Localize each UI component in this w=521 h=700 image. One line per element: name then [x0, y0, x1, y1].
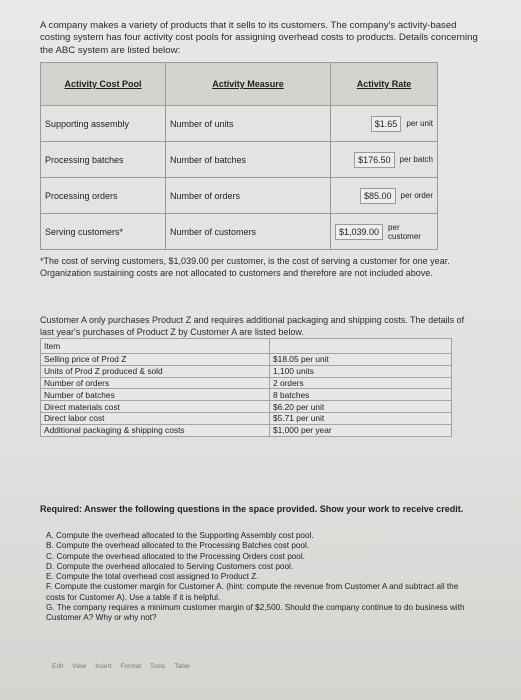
item-value: 8 batches [270, 389, 452, 401]
abc-cost-pool-table [40, 62, 438, 250]
rate-amount: $85.00 [360, 188, 396, 204]
measure-cell: Number of orders [166, 178, 331, 214]
item-value: $18.05 per unit [270, 354, 452, 366]
menu-tools[interactable]: Tools [150, 663, 166, 670]
item-value: $5.71 per unit [270, 412, 452, 424]
item-value: 2 orders [270, 377, 452, 389]
question-item: D. Compute the overhead allocated to Serving Customers cost pool. [46, 561, 294, 571]
rate-amount: $176.50 [354, 152, 395, 168]
cost-pool-cell: Processing batches [41, 142, 166, 178]
table-row [41, 389, 452, 401]
rate-unit: per customer [388, 222, 421, 241]
question-list [46, 531, 476, 624]
table-row [41, 142, 438, 178]
item-value: $6.20 per unit [270, 401, 452, 413]
table-row [41, 106, 438, 142]
menu-view[interactable]: View [72, 663, 87, 670]
item-value: $1,000 per year [270, 424, 452, 436]
question-item: C. Compute the overhead allocated to the Processing Orders cost pool. [46, 551, 305, 561]
menu-table[interactable]: Table [174, 663, 190, 670]
item-label: Direct materials cost [41, 401, 270, 413]
menu-format[interactable]: Format [120, 663, 142, 670]
item-label: Number of batches [41, 389, 270, 401]
item-label: Additional packaging & shipping costs [41, 424, 270, 436]
measure-cell: Number of batches [166, 142, 331, 178]
question-item: G. The company requires a minimum customer margin of $2,500. Should the company continue to do business with Customer A? Why or why not? [46, 603, 465, 623]
table-row [41, 339, 452, 354]
table-row [41, 214, 438, 250]
rate-unit: per unit [406, 119, 433, 128]
table-row [41, 178, 438, 214]
item-header-blank [270, 339, 452, 354]
table-row [41, 365, 452, 377]
customer-a-paragraph: Customer A only purchases Product Z and requires additional packaging and shipping costs. The details of last year's purchases of Product Z by Customer A are listed below. [40, 315, 465, 337]
table-row [41, 354, 452, 366]
table-row [41, 401, 452, 413]
question-item: F. Compute the customer margin for Customer A. (hint: compute the revenue from Customer A and subtract all the costs for Customer A). Use a table if it is helpful. [46, 582, 459, 602]
item-value: 1,100 units [270, 365, 452, 377]
rate-unit: per order [400, 191, 433, 200]
editor-menu-bar [52, 663, 190, 670]
table-row [41, 424, 452, 436]
intro-paragraph: A company makes a variety of products that it sells to its customers. The company's activity-based costing system has four activity cost pools for assigning overhead costs to products. Details concerning the ABC system are listed below: [40, 19, 478, 56]
header-activity-cost-pool: Activity Cost Pool [41, 63, 166, 106]
question-item: E. Compute the total overhead cost assigned to Product Z. [46, 572, 259, 582]
rate-cell [331, 178, 438, 214]
question-item: B. Compute the overhead allocated to the Processing Batches cost pool. [46, 541, 310, 551]
rate-cell [331, 142, 438, 178]
item-header: Item [41, 339, 270, 354]
cost-pool-cell: Serving customers* [41, 214, 166, 250]
cost-pool-cell: Processing orders [41, 178, 166, 214]
question-item: A. Compute the overhead allocated to the Supporting Assembly cost pool. [46, 531, 314, 540]
item-label: Units of Prod Z produced & sold [41, 365, 270, 377]
item-label: Direct labor cost [41, 412, 270, 424]
rate-amount: $1,039.00 [335, 224, 383, 240]
table-row [41, 377, 452, 389]
header-activity-rate: Activity Rate [331, 63, 438, 106]
menu-edit[interactable]: Edit [52, 663, 64, 670]
rate-unit: per batch [399, 155, 433, 164]
item-label: Number of orders [41, 377, 270, 389]
menu-insert[interactable]: Insert [95, 663, 112, 670]
item-label: Selling price of Prod Z [41, 354, 270, 366]
header-activity-measure: Activity Measure [166, 63, 331, 106]
customer-a-item-table [40, 338, 452, 437]
rate-cell [331, 106, 438, 142]
cost-pool-cell: Supporting assembly [41, 106, 166, 142]
rate-cell [331, 214, 438, 250]
footnote: *The cost of serving customers, $1,039.00 per customer, is the cost of serving a customer for one year. Organization sustaining costs are not allocated to customers and therefore are not included above. [40, 256, 450, 278]
measure-cell: Number of customers [166, 214, 331, 250]
required-instructions: Required: Answer the following questions in the space provided. Show your work to receive credit. [40, 504, 464, 514]
rate-amount: $1.65 [371, 116, 402, 132]
measure-cell: Number of units [166, 106, 331, 142]
table-row [41, 412, 452, 424]
